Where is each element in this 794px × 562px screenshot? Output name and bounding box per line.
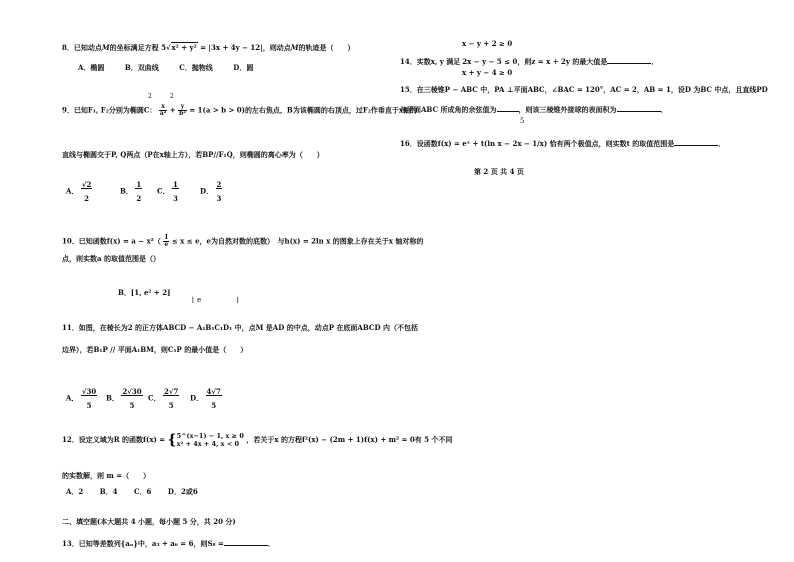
question-15-line-1: 15．在三棱锥P − ABC 中，PA ⊥平面ABC，∠BAC = 120°，AC = 2，AB = 1，设D 为BC 中点，且直线PD [400,85,768,94]
q8-option-a[interactable]: A．椭圆 [78,63,105,72]
q9-option-c[interactable]: C． $\frac{1}{3}$ [157,180,178,203]
q14-constraint-1: x − y + 2 ≥ 0 [462,39,513,48]
question-15-line-2: 与平面ABC 所成角的余弦值为 ，则该三棱锥外接球的表面积为 ． [400,105,668,114]
question-14: 14．实数x, y 满足 2x − y − 5 ≤ 0，则z = x + 2y 的最大值是 ． [400,57,659,66]
question-12-stem: 12．设定义域为R 的函数f(x) = {5^(x−1) − 1, x ≥ 0 x² + 4x + 4, x < 0 ，若关于x 的方程f²(x) − (2m + 1)f(x) + m² = 0有 5 个不同 [62,432,453,449]
question-10-line-2: 点，则实数a 的取值范围是（） [62,254,160,263]
q15-cosine-blank [497,104,519,112]
page-footer: 第 2 页 共 4 页 [474,167,524,176]
q16-expression: eˣ + t(ln x − 2x − 1/x) [462,139,548,148]
q15-answer-blank[interactable] [617,104,661,112]
question-8-options [78,64,253,72]
q12-option-d[interactable]: D．2或6 [167,487,198,496]
q11-option-c[interactable]: C． $\frac{2√7}{5}$ [148,387,179,410]
piecewise-cases: 5^(x−1) − 1, x ≥ 0 x² + 4x + 4, x < 0 [176,432,244,449]
q11-option-b[interactable]: B． $\frac{2√30}{5}$ [106,387,142,410]
question-9-line-2: 直线与椭圆交于P, Q两点（P在x轴上方），若BP//F₁Q，则椭圆的离心率为（ ） [62,150,324,159]
q8-equation: 5√x² + y² = |3x + 4y − 12| [161,43,263,52]
q9-option-b[interactable]: B． $\frac{1}{2}$ [120,180,142,203]
section-heading-fill-in: 二、填空题(本大题共 4 小题，每小题 5 分，共 20 分) [62,517,236,526]
q15-denominator: 5 [520,117,525,125]
q9-option-a[interactable]: A． $\frac{√2}{2}$ [66,180,92,203]
q12-option-c[interactable]: C．6 [133,487,152,496]
q12-option-a[interactable]: A．2 [66,487,84,496]
q10-option-c-end: ⌋ [236,296,239,304]
q14-constraint-2: 2x − y − 5 ≤ 0 [462,57,518,66]
question-9-stem: 9．已知F₁, F₂分别为椭圆C： $\frac{x}{\text{a²}}$ + $\frac{y}{\text{b²}}$ = 1(a > b > 0)的左右焦点，B为该椭圆的右顶点，过F₂作垂直于x轴的 [62,103,418,117]
piecewise-brace: { [167,432,177,449]
q8-option-c[interactable]: C．抛物线 [179,63,213,72]
q13-answer-blank[interactable] [224,538,268,546]
q16-answer-blank[interactable] [674,138,718,146]
question-11-line-1: 11．如图，在棱长为2 的正方体ABCD − A₁B₁C₁D₁ 中，点M 是AD 的中点，动点P 在底面ABCD 内（不包括 [62,323,418,332]
q8-option-d[interactable]: D．圆 [233,63,254,72]
question-12-options [66,488,198,496]
question-13: 13．已知等差数列{aₙ}中，a₃ + a₆ = 6，则S₈ = ． [62,539,275,548]
question-11-line-2: 边界），若B₁P // 平面A₁BM，则C₁P 的最小值是（ ） [62,345,248,354]
q14-constraint-3: x + y − 4 ≥ 0 [462,68,513,77]
q11-option-d[interactable]: D． $\frac{4√7}{5}$ [190,387,221,410]
q8-option-b[interactable]: B．双曲线 [124,63,159,72]
q12-option-b[interactable]: B．4 [99,487,118,496]
question-8-stem: 8．已知动点M的坐标满足方程 5√x² + y² = |3x + 4y − 12|，则动点M的轨迹是（ ） [62,43,355,52]
q9-exponent-row: 2 2 [148,93,174,100]
q11-option-a[interactable]: A． $\frac{√30}{5}$ [66,387,97,410]
q10-option-c-fragment[interactable]: ⌊ e [192,296,202,304]
q14-answer-blank[interactable] [607,56,651,64]
q9-option-d[interactable]: D． $\frac{2}{3}$ [200,180,222,203]
question-10-stem: 10．已知函数f(x) = a − x²（ $\frac{1}{e}$ ≤ x ≤ e，e为自然对数的底数） 与h(x) = 2ln x 的图象上存在关于x 轴对称的 [62,234,424,248]
question-12-line-2: 的实数解，则 m =（ ） [62,471,151,480]
question-16: 16．设函数f(x) = eˣ + t(ln x − 2x − 1/x) 恰有两个极值点，则实数t 的取值范围是 ． [400,139,726,148]
q10-option-b[interactable]: B．[1, e² + 2] [118,288,171,297]
